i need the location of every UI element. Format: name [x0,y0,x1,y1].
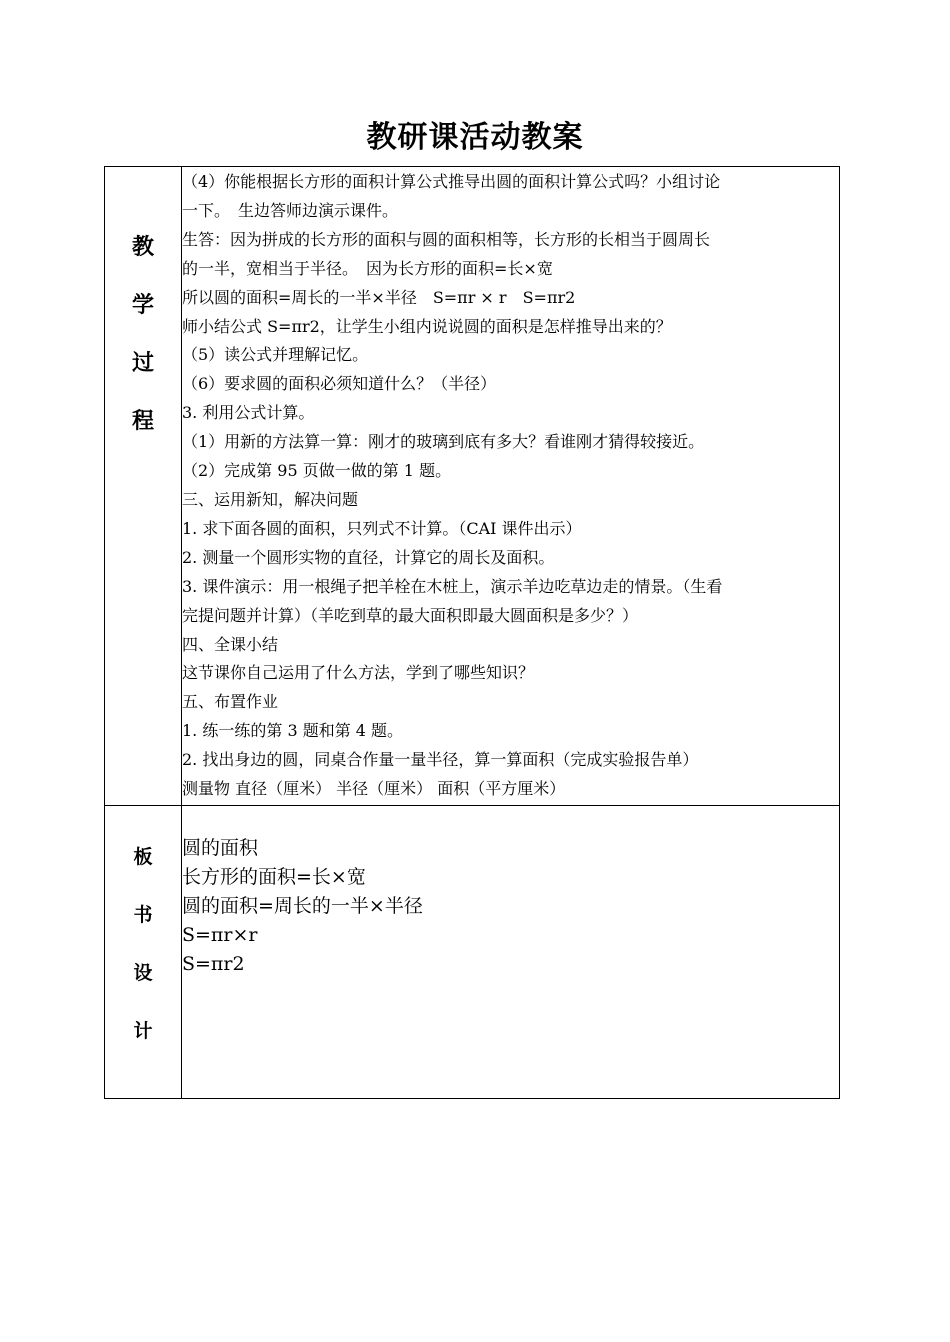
label-char: 教 [131,235,154,260]
teaching-process-row [105,167,840,806]
board-line: S=πr2 [182,952,245,975]
text-line: 3. 利用公式计算。 [182,403,315,423]
text-line: 3. 课件演示：用一根绳子把羊栓在木桩上，演示羊边吃草边走的情景。（生看 [182,576,723,596]
board-line: 长方形的面积=长×宽 [182,865,366,888]
label-char: 书 [133,903,153,926]
label-char: 计 [133,1019,153,1042]
teaching-process-content [182,167,840,806]
text-line: 1. 求下面各圆的面积，只列式不计算。（CAI 课件出示） [182,518,582,538]
text-line: 所以圆的面积=周长的一半×半径 S=πr × r S=πr2 [182,287,576,307]
label-char: 学 [131,293,154,318]
text-line: 一下。 生边答师边演示课件。 [182,200,399,220]
board-design-content [182,805,840,1098]
text-line: （5）读公式并理解记忆。 [182,345,369,365]
board-design-label [105,805,182,1098]
text-line: 三、运用新知，解决问题 [182,489,359,509]
document-title: 教研课活动教案 [366,120,584,155]
text-line: 测量物 直径（厘米） 半径（厘米） 面积（平方厘米） [182,779,566,799]
text-line: 五、布置作业 [182,692,279,712]
text-line: （6）要求圆的面积必须知道什么？（半径） [182,374,497,394]
text-line: 师小结公式 S=πr2，让学生小组内说说圆的面积是怎样推导出来的？ [182,316,672,336]
text-line: 完提问题并计算）（羊吃到草的最大面积即最大圆面积是多少？） [182,605,639,625]
label-char: 设 [133,961,153,984]
text-line: 2. 找出身边的圆，同桌合作量一量半径，算一算面积（完成实验报告单） [182,750,699,770]
text-line: （1）用新的方法算一算：刚才的玻璃到底有多大？看谁刚才猜得较接近。 [182,432,705,452]
text-line: 这节课你自己运用了什么方法，学到了哪些知识？ [182,663,535,683]
board-design-row [105,805,840,1098]
text-line: （4）你能根据长方形的面积计算公式推导出圆的面积计算公式吗？小组讨论 [182,172,721,191]
text-line: 四、全课小结 [182,634,279,654]
text-line: 1. 练一练的第 3 题和第 4 题。 [182,721,404,741]
label-char: 板 [133,845,153,868]
label-char: 程 [131,409,154,434]
board-line: S=πr×r [182,923,258,946]
board-line: 圆的面积 [182,836,259,859]
text-line: 2. 测量一个圆形实物的直径，计算它的周长及面积。 [182,547,555,567]
board-line: 圆的面积=周长的一半×半径 [182,894,423,917]
label-char: 过 [131,351,154,376]
teaching-process-label [105,167,182,806]
text-line: 生答：因为拼成的长方形的面积与圆的面积相等，长方形的长相当于圆周长 [182,229,711,249]
text-line: （2）完成第 95 页做一做的第 1 题。 [182,461,452,481]
lesson-plan-table [104,166,840,1099]
text-line: 的一半，宽相当于半径。 因为长方形的面积=长×宽 [182,258,553,278]
